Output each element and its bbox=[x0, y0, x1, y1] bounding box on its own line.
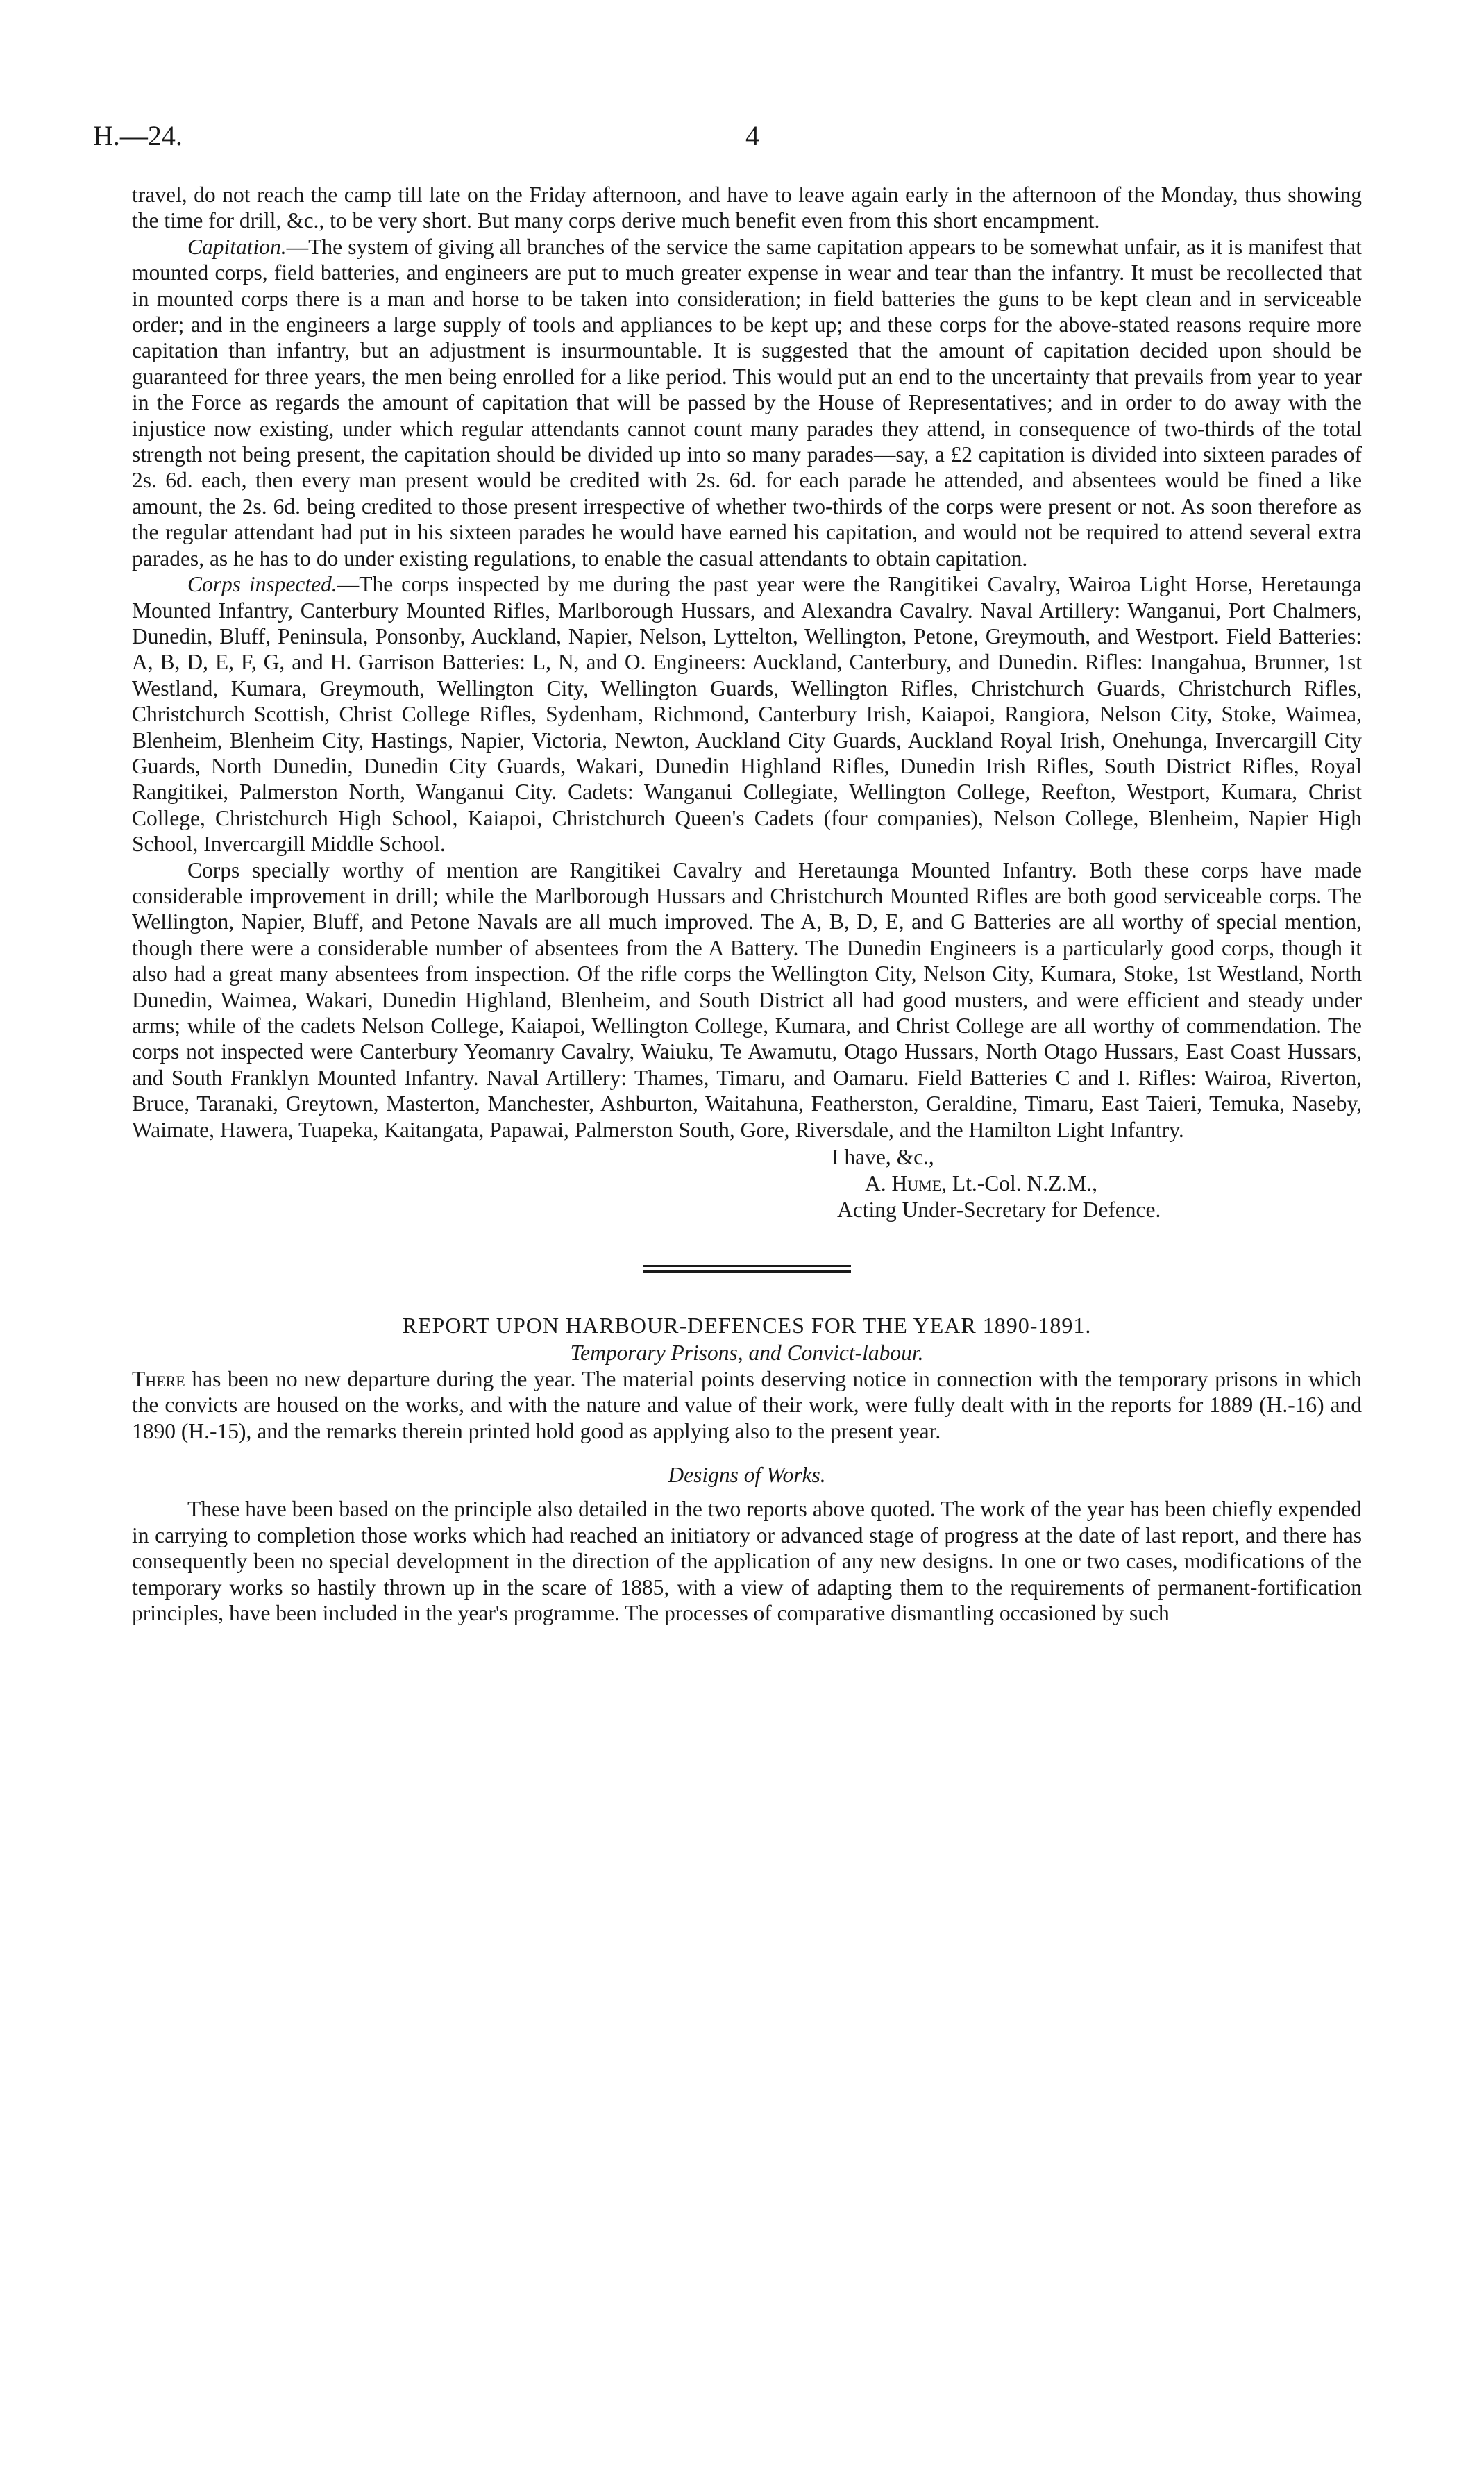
paragraph-capitation bbox=[132, 234, 1362, 571]
page-number: 4 bbox=[745, 120, 759, 151]
paragraph-designs-of-works: These have been based on the principle also detailed in the two reports above quoted. The work of the year has been chiefly expended in carrying to completion those works which had reached an initiatory or advanced stage of progress at the date of last report, and there has consequently been no special development in the direction of the application of any new designs. In one or two cases, modifications of the temporary works so hastily thrown up in the scare of 1885, with a view of adapting them to the requirements of permanent-fortification principles, have been included in the year's programme. The processes of comparative dismantling occasioned by such bbox=[132, 1497, 1362, 1626]
signoff-title: Acting Under-Secretary for Defence. bbox=[837, 1198, 1161, 1223]
lead-word: There bbox=[132, 1366, 185, 1391]
report-title: REPORT UPON HARBOUR-DEFENCES FOR THE YEAR 1890-1891. bbox=[402, 1313, 1092, 1338]
signoff-surname: Hume bbox=[891, 1171, 942, 1196]
divider-rule-top bbox=[643, 1265, 851, 1267]
letter-signoff bbox=[798, 1144, 1362, 1223]
document-code: H.—24. bbox=[93, 120, 183, 151]
signoff-salutation: I have, &c., bbox=[832, 1145, 934, 1170]
paragraph-corps-mention: Corps specially worthy of mention are Rangitikei Cavalry and Heretaunga Mounted Infantry. Both these corps have made considerable improvement in drill; while the Marlborough Hussars and Christchurch Mounted Rifles are both good serviceable corps. The Wellington, Napier, Bluff, and Petone Navals are all much improved. The A, B, D, E, and G Batteries are all worthy of special mention, though there were a considerable number of absentees from the A Battery. The Dunedin Engineers is a particularly good corps, though it also had a great many absentees from inspection. Of the rifle corps the Wellington City, Nelson City, Kumara, Stoke, 1st Westland, North Dunedin, Waimea, Wakari, Dunedin Highland, Blenheim, and South District all had good musters, and were efficient and steady under arms; while of the cadets Nelson College, Kaiapoi, Wellington College, Kumara, and Christ College are all worthy of commendation. The corps not inspected were Canterbury Yeomanry Cavalry, Waiuku, Te Awamutu, Otago Hussars, North Otago Hussars, East Coast Hussars, and South Franklyn Mounted Infantry. Naval Artillery: Thames, Timaru, and Oamaru. Field Batteries C and I. Rifles: Wairoa, Riverton, Bruce, Taranaki, Greytown, Masterton, Manchester, Ashburton, Waitahuna, Featherston, Geraldine, Timaru, East Taieri, Temuka, Naseby, Waimate, Hawera, Tuapeka, Kaitangata, Papawai, Palmerston South, Gore, Riversdale, and the Hamilton Light Infantry. bbox=[132, 857, 1362, 1142]
side-heading-corps-inspected: Corps inspected. bbox=[187, 572, 337, 597]
section-heading-temporary-prisons: Temporary Prisons, and Convict-labour. bbox=[570, 1341, 924, 1366]
corps-inspected-text: —The corps inspected by me during the past year were the Rangitikei Cavalry, Wairoa Light Horse, Heretaunga Mounted Infantry, Canterbury Mounted Rifles, Marlborough Hussars, and Alexandra Cavalry. Naval Artillery: Wanganui, Port Chalmers, Dunedin, Bluff, Peninsula, Ponsonby, Auckland, Napier, Nelson, Lyttelton, Wellington, Petone, Greymouth, and Westport. Field Batteries: A, B, D, E, F, G, and H. Garrison Batteries: L, N, and O. Engineers: Auckland, Canterbury, and Dunedin. Rifles: Inangahua, Brunner, 1st Westland, Kumara, Greymouth, Wellington City, Wellington Guards, Wellington Rifles, Christchurch Guards, Christchurch Rifles, Christchurch Scottish, Christ College Rifles, Sydenham, Richmond, Canterbury Irish, Kaiapoi, Rangiora, Nelson City, Stoke, Waimea, Blenheim, Blenheim City, Hastings, Napier, Victoria, Newton, Auckland City Guards, Auckland Royal Irish, Onehunga, Invercargill City Guards, North Dunedin, Dunedin City Guards, Wakari, Dunedin Highland Rifles, Dunedin Irish Rifles, South District Rifles, Royal Rangitikei, Palmerston North, Wanganui City. Cadets: Wanganui Collegiate, Wellington College, Reefton, Westport, Kumara, Christ College, Christchurch High School, Kaiapoi, Christchurch Queen's Cadets (four companies), Nelson College, Blenheim, Napier High School, Invercargill Middle School. bbox=[132, 572, 1363, 857]
divider-rule-bottom bbox=[643, 1270, 851, 1273]
signoff-initial: A. bbox=[865, 1171, 892, 1196]
side-heading-capitation: Capitation. bbox=[187, 234, 287, 259]
paragraph-corps-inspected bbox=[132, 571, 1362, 857]
signoff-name bbox=[798, 1170, 1362, 1197]
paragraph-travel: travel, do not reach the camp till late on the Friday afternoon, and have to leave again early in the afternoon of the Monday, thus showing the time for drill, &c., to be very short. But many corps derive much benefit even from this short encampment. bbox=[132, 183, 1362, 233]
section-divider bbox=[643, 1265, 851, 1273]
capitation-text: —The system of giving all branches of the service the same capitation appears to be somewhat unfair, as it is manifest that mounted corps, field batteries, and engineers are put to much greater expense in wear and tear than the infantry. It must be recollected that in mounted corps there is a man and horse to be taken into consideration; in field batteries the guns to be kept clean and in serviceable order; and in the engineers a large supply of tools and appliances to be kept up; and these corps for the above-stated reasons require more capitation than infantry, but an adjustment is insurmountable. It is suggested that the amount of capitation decided upon should be guaranteed for three years, the men being enrolled for a like period. This would put an end to the uncertainty that prevails from year to year in the Force as regards the amount of capitation that will be passed by the House of Representatives; and in order to do away with the injustice now existing, under which regular attendants cannot count many parades they attend, in consequence of two-thirds of the total strength not being present, the capitation should be divided up into so many parades—say, a £2 capitation is divided into sixteen parades of 2s. 6d. each, then every man present would be credited with 2s. 6d. for each parade he attended, and absentees would be fined a like amount, the 2s. 6d. being credited to those present irrespective of whether two-thirds of the corps were present or not. As soon therefore as the regular attendant had put in his sixteen parades he would have earned his capitation, and would not be required to attend several extra parades, as he has to do under existing regulations, to enable the casual attendants to obtain capitation. bbox=[132, 234, 1362, 571]
temporary-prisons-text: has been no new departure during the year. The material points deserving notice in connection with the temporary prisons in which the convicts are housed on the works, and with the nature and value of their work, were fully dealt with in the reports for 1889 (H.-16) and 1890 (H.-15), and the remarks therein printed hold good as applying also to the present year. bbox=[132, 1366, 1362, 1443]
page-body bbox=[132, 182, 1362, 1627]
page-header bbox=[93, 119, 1370, 161]
signoff-rank: , Lt.-Col. N.Z.M., bbox=[941, 1171, 1098, 1196]
paragraph-temporary-prisons bbox=[132, 1366, 1362, 1444]
section-heading-designs-of-works: Designs of Works. bbox=[668, 1463, 826, 1488]
